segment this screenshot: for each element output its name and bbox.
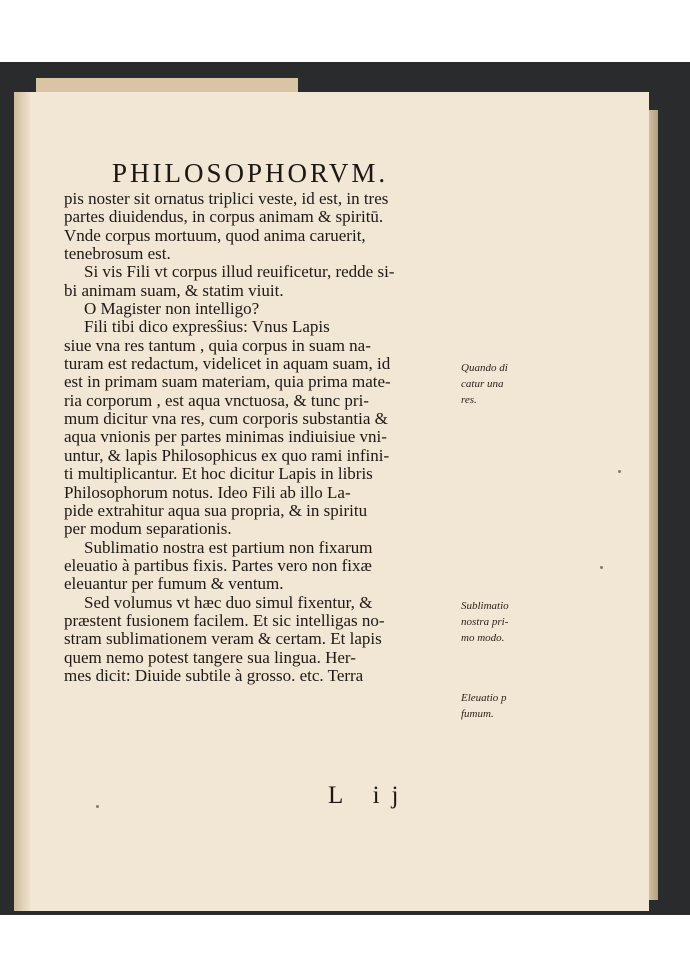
margin-note-line: nostra pri- — [461, 616, 509, 628]
text-line: Sed volumus vt hæc duo simul fixentur, & — [84, 592, 373, 612]
margin-note — [461, 690, 507, 722]
text-line: tenebrosum est. — [64, 244, 171, 264]
text-line: Vnde corpus mortuum, quod anima caruerit, — [64, 225, 366, 245]
margin-note-line: catur una — [461, 378, 504, 390]
text-line: est in primam suam materiam, quia prima mate- — [64, 372, 391, 392]
main-text-block — [64, 190, 460, 685]
text-line: ria corporum , est aqua vnctuosa, & tunc pri- — [64, 390, 369, 410]
margin-note-line: mo modo. — [461, 632, 505, 644]
text-line: mes dicit: Diuide subtile à grosso. etc. Terra — [64, 665, 364, 685]
margin-note — [461, 598, 509, 646]
margin-note-line: Sublimatio — [461, 600, 509, 612]
text-line: mum dicitur vna res, cum corporis substantia & — [64, 409, 388, 429]
running-header: PHILOSOPHORVM. — [112, 158, 389, 188]
text-line: per modum separationis. — [64, 519, 232, 539]
text-line: quem nemo potest tangere sua lingua. Her- — [64, 647, 356, 667]
text-line: turam est redactum, videlicet in aquam suam, id — [64, 354, 391, 374]
text-line: bi animam suam, & statim viuit. — [64, 280, 284, 300]
margin-note-line: fumum. — [461, 708, 494, 720]
page-gutter — [14, 92, 30, 911]
paper-speck — [96, 805, 99, 808]
text-line: ti multiplicantur. Et hoc dicitur Lapis in libris — [64, 464, 373, 484]
text-line: untur, & lapis Philosophicus ex quo rami infini- — [64, 445, 390, 465]
text-line: pide extrahitur aqua sua propria, & in spiritu — [64, 500, 368, 520]
text-line: stram sublimationem veram & certam. Et lapis — [64, 629, 382, 649]
text-line: Sublimatio nostra est partium non fixarum — [84, 537, 373, 557]
paper-speck — [600, 566, 603, 569]
margin-note-line: res. — [461, 394, 477, 406]
text-line: Fili tibi dico expresŝius: Vnus Lapis — [84, 317, 330, 337]
signature-mark: L ij — [328, 782, 411, 809]
text-line: siue vna res tantum , quia corpus in suam na- — [64, 335, 371, 355]
margin-note-line: Quando di — [461, 362, 508, 374]
text-line: pis noster sit ornatus triplici veste, id est, in tres — [64, 189, 389, 208]
margin-note-line: Eleuatio p — [461, 692, 507, 704]
text-line: partes diuidendus, in corpus animam & spiritū. — [64, 207, 384, 227]
text-line: præstent fusionem facilem. Et sic intelligas no- — [64, 610, 385, 630]
text-line: aqua vnionis per partes minimas indiuisiue vni- — [64, 427, 387, 447]
text-line: Si vis Fili vt corpus illud reuificetur, redde si- — [84, 262, 395, 282]
text-line: eleuantur per fumum & ventum. — [64, 574, 284, 594]
text-line: Philosophorum notus. Ideo Fili ab illo La- — [64, 482, 351, 502]
text-line: eleuatio à partibus fixis. Partes vero non fixæ — [64, 555, 372, 575]
margin-note — [461, 360, 508, 408]
paper-speck — [618, 470, 621, 473]
text-line: O Magister non intelligo? — [84, 299, 260, 319]
